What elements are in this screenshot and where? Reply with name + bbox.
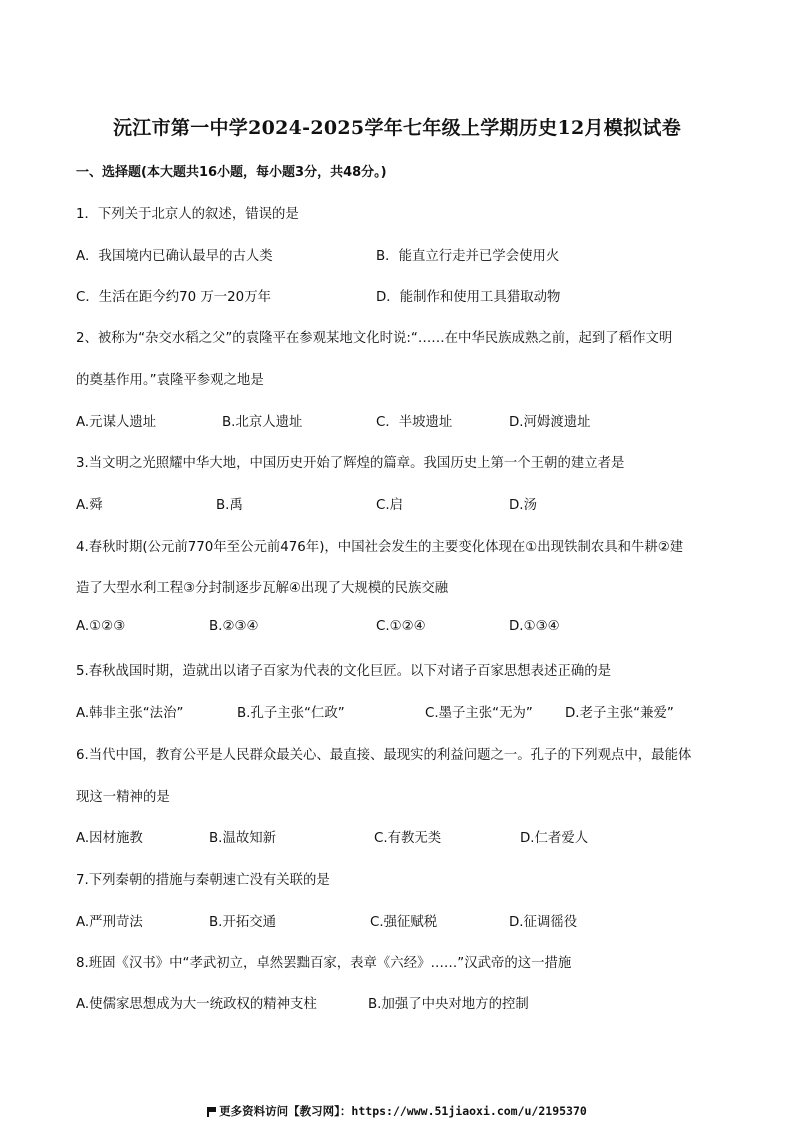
question-1-stem: 1．下列关于北京人的叙述，错误的是 — [76, 207, 299, 222]
question-8-stem: 8.班固《汉书》中“孝武初立，卓然罢黜百家，表章《六经》……”汉武帝的这一措施 — [76, 956, 572, 971]
question-2-option-a: A.元谋人遗址 — [76, 415, 157, 430]
question-8-option-b: B.加强了中央对地方的控制 — [368, 997, 529, 1012]
question-7-option-d: D.征调徭役 — [509, 915, 578, 930]
question-4-option-c: C.①②④ — [376, 619, 426, 634]
question-5-option-b: B.孔子主张“仁政” — [237, 706, 345, 721]
page-title: 沅江市第一中学2024-2025学年七年级上学期历史12月模拟试卷 — [113, 117, 681, 139]
question-6-option-d: D.仁者爱人 — [520, 831, 589, 846]
question-3-stem: 3.当文明之光照耀中华大地，中国历史开始了辉煌的篇章。我国历史上第一个王朝的建立者是 — [76, 456, 625, 471]
footer-prefix: 更多资料访问【教习网】： — [219, 1104, 352, 1118]
question-6-stem-line-1: 6.当代中国，教育公平是人民群众最关心、最直接、最现实的利益问题之一。孔子的下列观点中，最能体 — [76, 748, 692, 763]
section-heading: 一、选择题(本大题共16小题，每小题3分，共48分。) — [76, 165, 387, 180]
question-4-stem-line-1: 4.春秋时期(公元前770年至公元前476年)，中国社会发生的主要变化体现在①出现铁制农具和牛耕②建 — [76, 540, 684, 555]
question-1-option-d: D．能制作和使用工具猎取动物 — [376, 290, 561, 305]
question-3-option-b: B.禹 — [216, 498, 243, 513]
question-6-option-a: A.因材施教 — [76, 831, 143, 846]
flag-icon — [207, 1107, 216, 1116]
question-3-option-d: D.汤 — [509, 498, 537, 513]
question-4-stem-line-2: 造了大型水利工程③分封制逐步瓦解④出现了大规模的民族交融 — [76, 581, 449, 596]
question-2-stem-line-2: 的奠基作用。”袁隆平参观之地是 — [76, 373, 264, 388]
question-2-option-b: B.北京人遗址 — [222, 415, 303, 430]
question-1-option-b: B．能直立行走并已学会使用火 — [376, 249, 560, 264]
footer-url[interactable]: https://www.51jiaoxi.com/u/2195370 — [351, 1104, 587, 1118]
question-6-stem-line-2: 现这一精神的是 — [76, 790, 170, 805]
question-5-stem: 5.春秋战国时期，造就出以诸子百家为代表的文化巨匠。以下对诸子百家思想表述正确的是 — [76, 664, 612, 679]
question-5-option-d: D.老子主张“兼爱” — [565, 706, 674, 721]
question-4-option-d: D.①③④ — [509, 619, 560, 634]
question-4-option-b: B.②③④ — [209, 619, 259, 634]
question-6-option-c: C.有教无类 — [374, 831, 442, 846]
question-7-stem: 7.下列秦朝的措施与秦朝速亡没有关联的是 — [76, 873, 330, 888]
question-7-option-a: A.严刑苛法 — [76, 915, 143, 930]
question-5-option-a: A.韩非主张“法治” — [76, 706, 184, 721]
question-4-option-a: A.①②③ — [76, 619, 126, 634]
question-2-stem-line-1: 2、被称为“杂交水稻之父”的袁隆平在参观某地文化时说:“……在中华民族成熟之前，起到了稻作文明 — [76, 331, 673, 346]
question-7-option-c: C.强征赋税 — [370, 915, 438, 930]
question-3-option-a: A.舜 — [76, 498, 103, 513]
question-7-option-b: B.开拓交通 — [209, 915, 277, 930]
footer-link[interactable] — [0, 1103, 794, 1119]
question-5-option-c: C.墨子主张“无为” — [425, 706, 533, 721]
question-8-option-a: A.使儒家思想成为大一统政权的精神支柱 — [76, 997, 317, 1012]
question-1-option-a: A．我国境内已确认最早的古人类 — [76, 249, 273, 264]
question-2-option-c: C．半坡遗址 — [376, 415, 453, 430]
question-1-option-c: C．生活在距今约70 万一20万年 — [76, 290, 271, 305]
question-2-option-d: D.河姆渡遗址 — [509, 415, 591, 430]
question-6-option-b: B.温故知新 — [209, 831, 277, 846]
question-3-option-c: C.启 — [376, 498, 403, 513]
